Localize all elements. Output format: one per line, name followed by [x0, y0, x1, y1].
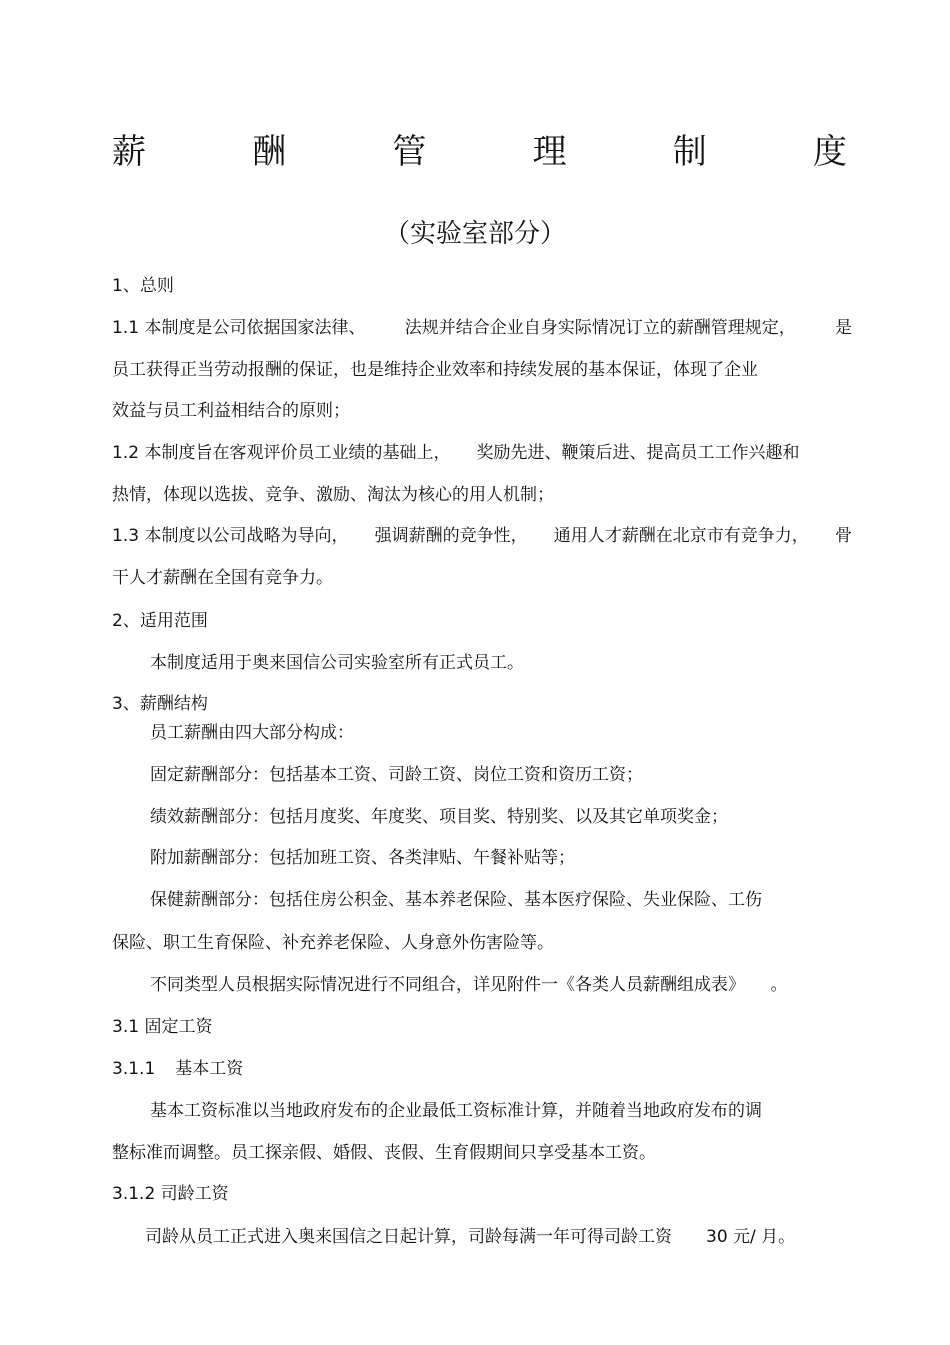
clause-text: 通用人才薪酬在北京市有竞争力， [553, 526, 809, 546]
clause-text: 奖励先进、鞭策后进、提高员工工作兴趣和 [476, 443, 800, 463]
page-title [112, 128, 847, 176]
title-char: 度 [812, 132, 847, 172]
basic-pay-line-2: 整标准而调整。员工探亲假、婚假、丧假、生育假期间只享受基本工资。 [112, 1143, 656, 1163]
structure-performance: 绩效薪酬部分：包括月度奖、年度奖、项目奖、特别奖、以及其它单项奖金； [150, 807, 728, 827]
clause-text: 骨 [834, 526, 852, 546]
structure-additional: 附加薪酬部分：包括加班工资、各类津贴、午餐补贴等； [150, 848, 575, 868]
section-number: 3.1.1 [112, 1059, 156, 1079]
section-heading-scope: 2、适用范围 [112, 611, 208, 631]
title-char: 理 [532, 132, 567, 172]
combination-end: 。 [770, 975, 788, 995]
structure-health-line-1: 保健薪酬部分：包括住房公积金、基本养老保险、基本医疗保险、失业保险、工伤 [150, 890, 762, 910]
clause-text: 1.2 本制度旨在客观评价员工业绩的基础上， [112, 443, 451, 463]
basic-pay-line-1: 基本工资标准以当地政府发布的企业最低工资标准计算，并随着当地政府发布的调 [150, 1101, 762, 1121]
clause-1-1-line-1 [112, 316, 852, 340]
structure-health-line-2: 保险、职工生育保险、补充养老保险、人身意外伤害险等。 [112, 933, 554, 953]
section-heading-fixed-pay: 3.1 固定工资 [112, 1017, 213, 1037]
section-title: 基本工资 [175, 1059, 244, 1079]
section-heading-seniority-pay: 3.1.2 司龄工资 [112, 1184, 229, 1204]
clause-text: 强调薪酬的竞争性， [374, 526, 528, 546]
seniority-text: 司龄从员工正式进入奥来国信之日起计算，司龄每满一年可得司龄工资 [145, 1227, 672, 1247]
clause-1-2-line-1 [112, 441, 837, 465]
section-heading-general: 1、总则 [112, 276, 174, 296]
combination-text: 不同类型人员根据实际情况进行不同组合，详见附件一《各类人员薪酬组成表》 [150, 975, 737, 995]
clause-1-3-line-1 [112, 524, 852, 548]
clause-text: 是 [834, 318, 852, 338]
structure-intro: 员工薪酬由四大部分构成： [150, 723, 354, 743]
section-heading-basic-pay [112, 1057, 852, 1081]
structure-fixed: 固定薪酬部分：包括基本工资、司龄工资、岗位工资和资历工资； [150, 765, 643, 785]
clause-1-1-line-2: 员工获得正当劳动报酬的保证，也是维持企业效率和持续发展的基本保证，体现了企业 [112, 360, 758, 380]
title-char: 制 [672, 132, 707, 172]
clause-1-2-line-2: 热情，体现以选拔、竞争、激励、淘汰为核心的用人机制； [112, 485, 554, 505]
title-char: 管 [392, 132, 427, 172]
scope-text: 本制度适用于奥来国信公司实验室所有正式员工。 [150, 653, 524, 673]
title-char: 酬 [252, 132, 287, 172]
structure-combination [150, 973, 850, 997]
clause-text: 1.1 本制度是公司依据国家法律、 [112, 318, 366, 338]
clause-1-1-line-3: 效益与员工利益相结合的原则； [112, 401, 350, 421]
section-heading-structure: 3、薪酬结构 [112, 694, 208, 714]
clause-1-3-line-2: 干人才薪酬在全国有竞争力。 [112, 568, 333, 588]
seniority-pay-text [145, 1225, 835, 1249]
seniority-amount: 30 元/ 月。 [706, 1227, 796, 1247]
page-subtitle: （实验室部分） [383, 219, 566, 249]
clause-text: 1.3 本制度以公司战略为导向， [112, 526, 349, 546]
clause-text: 法规并结合企业自身实际情况订立的薪酬管理规定， [404, 318, 796, 338]
title-char: 薪 [112, 132, 146, 172]
